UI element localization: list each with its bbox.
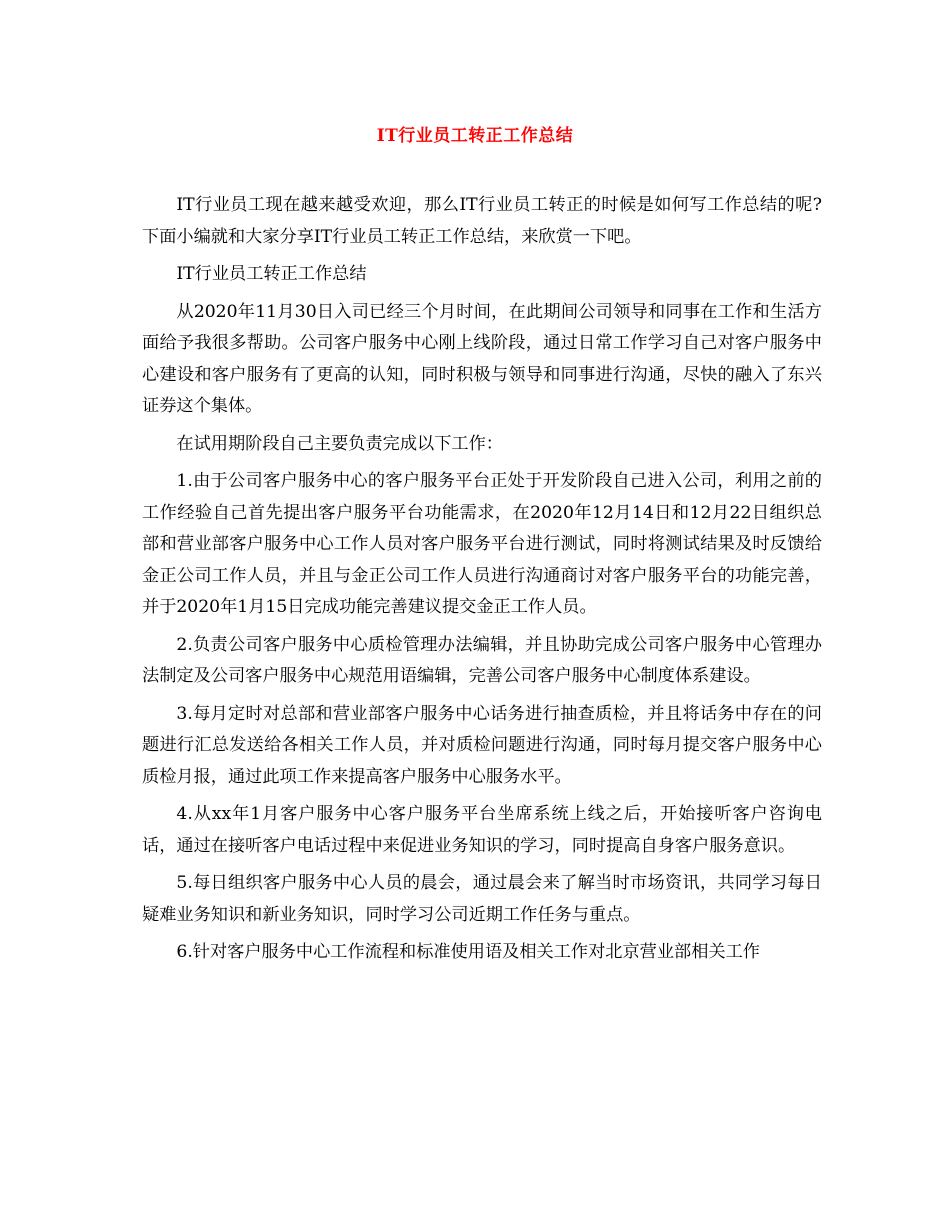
paragraph-item-4: 4.从xx年1月客户服务中心客户服务平台坐席系统上线之后，开始接听客户咨询电话，通过在接听客户电话过程中来促进业务知识的学习，同时提高自身客户服务意识。 — [142, 804, 822, 856]
document-title: IT行业员工转正工作总结 — [376, 126, 574, 146]
paragraph-tasks-heading: 在试用期阶段自己主要负责完成以下工作： — [176, 433, 503, 454]
document-body — [142, 190, 822, 975]
paragraph-item-5: 5.每日组织客户服务中心人员的晨会，通过晨会来了解当时市场资讯，共同学习每日疑难业务知识和新业务知识，同时学习公司近期工作任务与重点。 — [142, 873, 822, 925]
paragraph-item-6: 6.针对客户服务中心工作流程和标准使用语及相关工作对北京营业部相关工作 — [176, 942, 760, 962]
paragraph-subtitle: IT行业员工转正工作总结 — [176, 264, 367, 284]
paragraph-intro: IT行业员工现在越来越受欢迎，那么IT行业员工转正的时候是如何写工作总结的呢?下面小编就和大家分享IT行业员工转正工作总结，来欣赏一下吧。 — [142, 195, 822, 247]
paragraph-item-3: 3.每月定时对总部和营业部客户服务中心话务进行抽查质检，并且将话务中存在的问题进行汇总发送给各相关工作人员，并对质检问题进行沟通，同时每月提交客户服务中心质检月报，通过此项工作来提高客户服务中心服务水平。 — [142, 703, 822, 787]
paragraph-overview: 从2020年11月30日入司已经三个月时间，在此期间公司领导和同事在工作和生活方面给予我很多帮助。公司客户服务中心刚上线阶段，通过日常工作学习自己对客户服务中心建设和客户服务有了更高的认知，同时积极与领导和同事进行沟通，尽快的融入了东兴证券这个集体。 — [142, 301, 822, 416]
paragraph-item-1: 1.由于公司客户服务中心的客户服务平台正处于开发阶段自己进入公司，利用之前的工作经验自己首先提出客户服务平台功能需求，在2020年12月14日和12月22日组织总部和营业部客户服务中心工作人员对客户服务平台进行测试，同时将测试结果及时反馈给金正公司工作人员，并且与金正公司工作人员进行沟通商讨对客户服务平台的功能完善，并于2020年1月15日完成功能完善建议提交金正工作人员。 — [142, 471, 822, 617]
paragraph-item-2: 2.负责公司客户服务中心质检管理办法编辑，并且协助完成公司客户服务中心管理办法制定及公司客户服务中心规范用语编辑，完善公司客户服务中心制度体系建设。 — [142, 634, 822, 686]
